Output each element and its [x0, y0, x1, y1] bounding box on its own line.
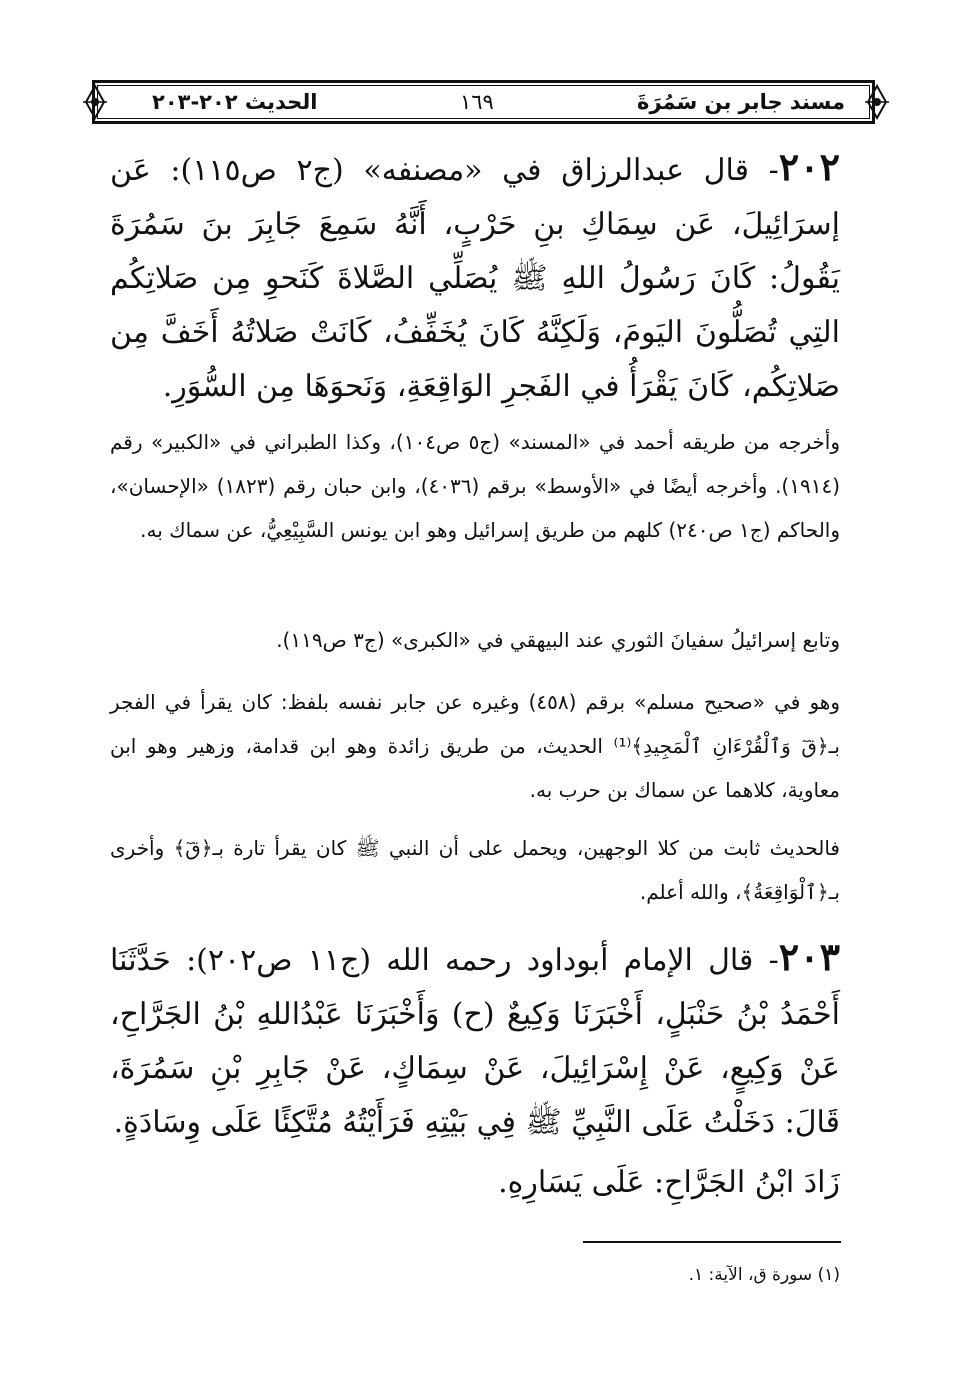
commentary-paragraph-3: وهو في «صحيح مسلم» برقم (٤٥٨) وغيره عن جابر نفسه بلفظ: كان يقرأ في الفجر بـ﴿قٓ وَٱلْقُرْءَانِ ٱلْمَجِيدِ﴾⁽¹⁾ الحديث، من طريق زائدة وهو ابن قدامة، وزهير وهو ابن معاوية، كلاهما عن سماك بن حرب به.	[110, 690, 840, 802]
commentary-paragraph-1: وأخرجه من طريقه أحمد في «المسند» (ج٥ ص١٠٤)، وكذا الطبراني في «الكبير» رقم (١٩١٤). وأخرجه أيضًا في «الأوسط» برقم (٤٠٣٦)، وابن حبان رقم (١٨٢٣) «الإحسان»، والحاكم (ج١ ص٢٤٠) كلهم من طريق إسرائيل وهو ابن يونس السَّبِيْعِيُّ، عن سماك به.	[110, 430, 841, 542]
hadith-203-text: - قال الإمام أبوداود رحمه الله (ج١١ ص٢٠٢): حَدَّثَنَا أَحْمَدُ بْنُ حَنْبَلٍ، أَخْبَرَنَا وَكِيعٌ (ح) وَأَخْبَرَنَا عَبْدُاللهِ بْنُ الجَرَّاحِ، عَنْ وَكِيعٍ، عَنْ إِسْرَائِيلَ، عَنْ سِمَاكٍ، عَنْ جَابِرِ بْنِ سَمُرَةَ، قَالَ: دَخَلْتُ عَلَى النَّبِيِّ ﷺ فِي بَيْتِهِ فَرَأَيْتُهُ مُتَّكِئًا عَلَى وِسَادَةٍ.	[110, 943, 840, 1140]
commentary-paragraph-4: فالحديث ثابت من كلا الوجهين، ويحمل على أن النبي ﷺ كان يقرأ تارة بـ﴿قٓ﴾ وأخرى بـ﴿ٱلْوَاقِعَةُ﴾، والله أعلم.	[110, 836, 840, 904]
hadith-203-addition: زَادَ ابْنُ الجَرَّاحِ: عَلَى يَسَارِهِ.	[498, 1165, 840, 1200]
header-ornament-right-icon	[864, 84, 890, 120]
hadith-range: الحديث ٢٠٢-٢٠٣	[152, 90, 318, 114]
page-number: ١٦٩	[460, 90, 494, 114]
hadith-202-text: - قال عبدالرزاق في «مصنفه» (ج٢ ص١١٥): عَن إسرَائِيلَ، عَن سِمَاكِ بنِ حَرْبٍ، أَنَّهُ سَمِعَ جَابِرَ بنَ سَمُرَةَ يَقُولُ: كَانَ رَسُولُ اللهِ ﷺ يُصَلِّي الصَّلاةَ كَنَحوِ مِن صَلاتِكُم التِي تُصَلُّونَ اليَومَ، وَلَكِنَّهُ كَانَ يُخَفِّفُ، كَانَتْ صَلاتُهُ أَخَفَّ مِن صَلاتِكُم، كَانَ يَقْرَأُ في الفَجرِ الوَاقِعَةِ، وَنَحوَهَا مِن السُّوَرِ.	[110, 153, 840, 404]
hadith-202-number: ٢٠٢	[778, 144, 841, 189]
hadith-202-paragraph	[110, 140, 840, 414]
book-title: مسند جابر بن سَمُرَةَ	[637, 90, 845, 114]
commentary-paragraph-2: وتابع إسرائيلُ سفيانَ الثوري عند البيهقي في «الكبرى» (ج٣ ص١١٩).	[276, 628, 840, 652]
footnote-separator	[583, 1241, 841, 1243]
hadith-203-number: ٢٠٣	[778, 934, 841, 979]
hadith-203-paragraph	[110, 930, 840, 1150]
footnote: (١) سورة ق، الآية: ١.	[688, 1265, 840, 1285]
header-ornament-left-icon	[82, 84, 108, 120]
